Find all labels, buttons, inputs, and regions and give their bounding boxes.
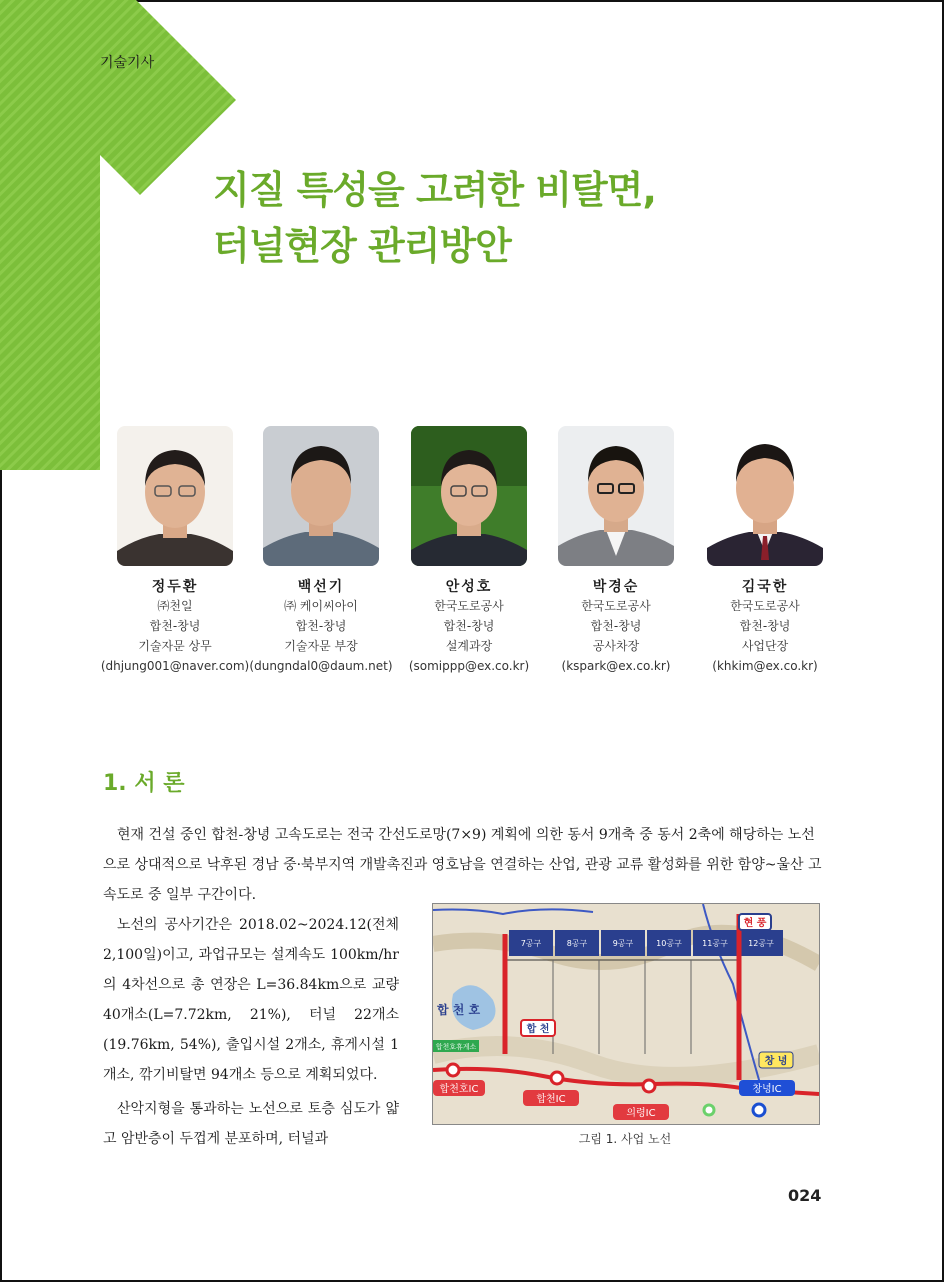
author-site: 합천-창녕 bbox=[443, 619, 495, 633]
author-photo bbox=[707, 426, 823, 566]
author-card bbox=[541, 426, 691, 676]
author-photo bbox=[117, 426, 233, 566]
author-site: 합천-창녕 bbox=[149, 619, 201, 633]
section-label: 11공구 bbox=[702, 939, 728, 948]
author-photo bbox=[263, 426, 379, 566]
author-name: 정두환 bbox=[151, 579, 199, 595]
author-card bbox=[394, 426, 544, 676]
author-email: (dhjung001@naver.com) bbox=[100, 659, 250, 673]
map-label-changnyeong-ic: 창녕IC bbox=[752, 1084, 782, 1095]
author-card bbox=[100, 426, 250, 676]
paragraph-text: 산악지형을 통과하는 노선으로 토층 심도가 얇고 암반층이 두껍게 분포하며, 터널과 bbox=[103, 1101, 399, 1147]
figure-caption: 그림 1. 사업 노선 bbox=[578, 1132, 672, 1146]
map-label-rest-area: 합천호휴게소 bbox=[435, 1043, 477, 1051]
author-position: 기술자문 상무 bbox=[138, 639, 212, 653]
author-email: (kspark@ex.co.kr) bbox=[561, 659, 671, 673]
page-number: 024 bbox=[788, 1186, 822, 1205]
author-email: (somippp@ex.co.kr) bbox=[408, 659, 530, 673]
author-email: (dungndal0@daum.net) bbox=[249, 659, 393, 673]
map-label-changnyeong: 창 녕 bbox=[764, 1056, 788, 1067]
author-position: 사업단장 bbox=[741, 639, 789, 653]
author-name: 백선기 bbox=[297, 579, 345, 595]
section-label: 7공구 bbox=[520, 939, 542, 948]
section-tag: 기술기사 bbox=[100, 55, 155, 71]
section-label: 8공구 bbox=[566, 939, 588, 948]
author-card bbox=[690, 426, 840, 676]
paragraph-scope bbox=[103, 910, 399, 1090]
author-name: 김국한 bbox=[741, 579, 789, 595]
section-heading: 1. 서 론 bbox=[103, 771, 185, 796]
author-photo bbox=[558, 426, 674, 566]
author-site: 합천-창녕 bbox=[590, 619, 642, 633]
author-position: 설계과장 bbox=[445, 639, 493, 653]
author-name: 박경순 bbox=[592, 579, 640, 595]
map-label-hapcheonho-ic: 합천호IC bbox=[439, 1084, 479, 1095]
author-org: 한국도로공사 bbox=[730, 599, 800, 613]
title-line-1: 지질 특성을 고려한 비탈면, bbox=[213, 168, 656, 212]
route-map-figure bbox=[432, 903, 820, 1125]
authors-row bbox=[100, 426, 820, 686]
author-org: 한국도로공사 bbox=[434, 599, 504, 613]
section-label: 9공구 bbox=[612, 939, 634, 948]
author-site: 합천-창녕 bbox=[295, 619, 347, 633]
author-name: 안성호 bbox=[445, 579, 493, 595]
map-label-hapcheon: 합 천 bbox=[526, 1024, 550, 1035]
paragraph-text: 노선의 공사기간은 2018.02~2024.12(전체 2,100일)이고, 과업규모는 설계속도 100km/hr의 4차선으로 총 연장은 L=36.84km으로 교량 40개소(L=7.72km, 21%), 터널 22개소(19.76km, 54%), 출입시설 2개소, 휴게시설 1개소, 깎기비탈면 94개소 등으로 계획되었다. bbox=[103, 917, 399, 1083]
author-email: (khkim@ex.co.kr) bbox=[712, 659, 818, 673]
paragraph-text: 현재 건설 중인 합천-창녕 고속도로는 전국 간선도로망(7×9) 계획에 의한 동서 9개축 중 동서 2축에 해당하는 노선으로 상대적으로 낙후된 경남 중·북부지역 개발촉진과 영호남을 연결하는 산업, 관광 교류 활성화를 위한 함양~울산 고속도로 중 일부 구간이다. bbox=[103, 827, 822, 903]
paragraph-intro bbox=[103, 820, 823, 910]
author-position: 공사차장 bbox=[592, 639, 640, 653]
section-label: 10공구 bbox=[656, 939, 682, 948]
map-label-hapcheon-ic: 합천IC bbox=[536, 1094, 566, 1105]
map-label-hyeonpung: 현 풍 bbox=[743, 918, 767, 929]
author-card bbox=[246, 426, 396, 676]
section-label: 12공구 bbox=[748, 939, 774, 948]
map-label-lake: 합 천 호 bbox=[437, 1003, 481, 1017]
author-position: 기술자문 부장 bbox=[284, 639, 358, 653]
paragraph-terrain bbox=[103, 1094, 399, 1154]
author-site: 합천-창녕 bbox=[739, 619, 791, 633]
article-title bbox=[213, 162, 656, 274]
author-org: ㈜천일 bbox=[157, 599, 193, 613]
author-photo bbox=[411, 426, 527, 566]
title-line-2: 터널현장 관리방안 bbox=[213, 224, 511, 268]
author-org: 한국도로공사 bbox=[581, 599, 651, 613]
author-org: ㈜ 케이씨아이 bbox=[284, 599, 358, 613]
map-label-uiryeong-ic: 의령IC bbox=[626, 1108, 656, 1119]
